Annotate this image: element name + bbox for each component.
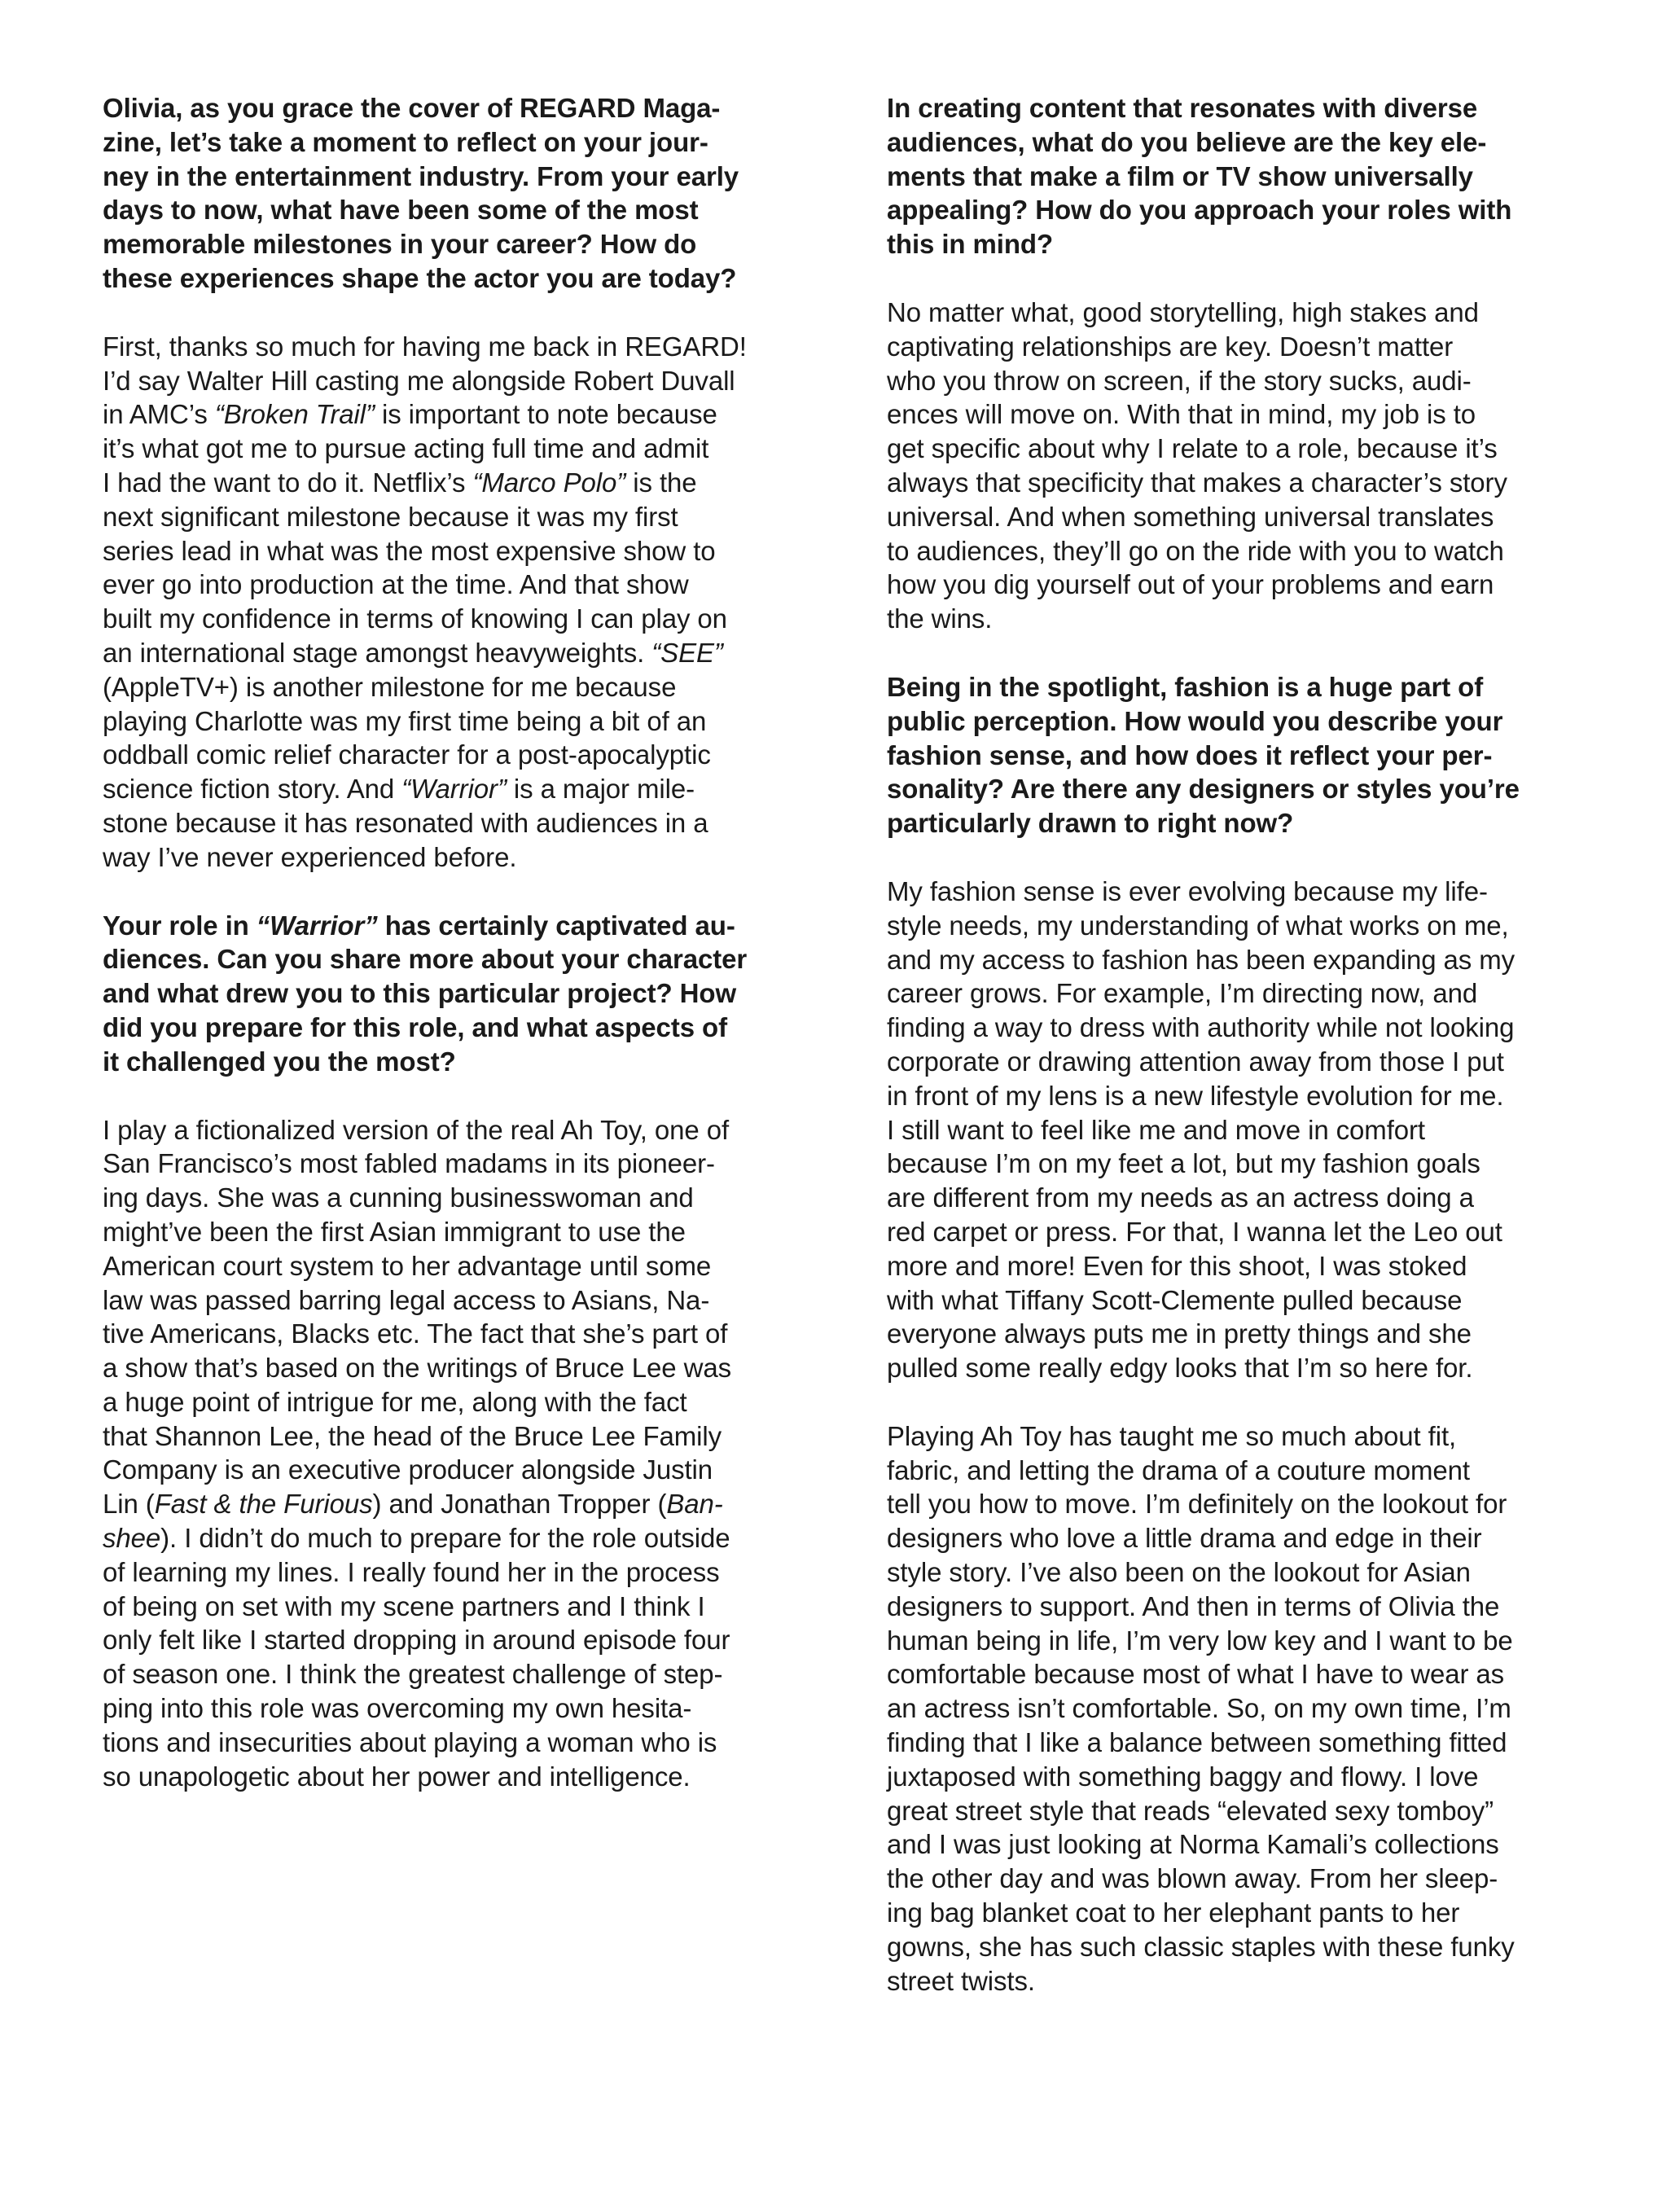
text-line: did you prepare for this role, and what aspects of [103, 1011, 727, 1042]
text-line: street twists. [887, 1965, 1035, 1996]
text-line: might’ve been the first Asian immigrant to use the [103, 1216, 686, 1247]
text-line: fabric, and letting the drama of a couture moment [887, 1454, 1470, 1485]
text-line: built my confidence in terms of knowing I can play on [103, 603, 727, 634]
text-line: juxtaposed with something baggy and flowy. I love [887, 1761, 1479, 1792]
paragraph-gap [887, 1385, 1587, 1419]
text-line: and what drew you to this particular project? How [103, 978, 737, 1009]
text-line: Being in the spotlight, fashion is a huge part of [887, 671, 1484, 702]
paragraph-gap [103, 875, 803, 909]
text-line: human being in life, I’m very low key and I want to be [887, 1625, 1513, 1656]
text-line: particularly drawn to right now? [887, 808, 1294, 839]
text-line: ping into this role was overcoming my own hesita- [103, 1693, 692, 1724]
interview-question [887, 91, 1587, 261]
text-line: these experiences shape the actor you are today? [103, 262, 737, 293]
text-line: of learning my lines. I really found her in the process [103, 1556, 720, 1587]
text-line: ences will move on. With that in mind, my job is to [887, 399, 1476, 430]
text-line: in front of my lens is a new lifestyle evolution for me. [887, 1080, 1504, 1111]
text-line: it challenged you the most? [103, 1046, 456, 1077]
text-line: appealing? How do you approach your roles with [887, 195, 1512, 226]
left-column [103, 91, 803, 1793]
text-line: who you throw on screen, if the story sucks, audi- [887, 365, 1472, 396]
text-line: law was passed barring legal access to Asians, Na- [103, 1284, 710, 1315]
text-line: playing Charlotte was my first time being a bit of an [103, 705, 707, 736]
text-line: universal. And when something universal translates [887, 501, 1494, 532]
text-line: No matter what, good storytelling, high stakes and [887, 296, 1479, 327]
text-line: always that specificity that makes a character’s story [887, 467, 1507, 498]
text-line: how you dig yourself out of your problems and earn [887, 569, 1494, 600]
text-line: I still want to feel like me and move in comfort [887, 1114, 1425, 1145]
text-line: an actress isn’t comfortable. So, on my own time, I’m [887, 1693, 1511, 1724]
text-line: public perception. How would you describe your [887, 705, 1503, 736]
text-line: Your role in “Warrior” has certainly captivated au- [103, 910, 735, 941]
text-line: finding that I like a balance between something fitted [887, 1727, 1507, 1758]
text-line: ing days. She was a cunning businesswoman and [103, 1182, 694, 1213]
text-line: comfortable because most of what I have to wear as [887, 1659, 1505, 1690]
paragraph-gap [103, 296, 803, 330]
text-line: the wins. [887, 603, 993, 634]
text-line: in AMC’s “Broken Trail” is important to note because [103, 399, 717, 430]
text-line: way I’ve never experienced before. [103, 841, 517, 872]
interview-question [103, 91, 803, 296]
text-line: of being on set with my scene partners and I think I [103, 1590, 705, 1621]
text-line: Playing Ah Toy has taught me so much about fit, [887, 1420, 1457, 1451]
text-line: days to now, what have been some of the most [103, 195, 699, 226]
text-line: captivating relationships are key. Doesn’t matter [887, 331, 1454, 362]
interview-question [887, 670, 1587, 840]
text-line: sonality? Are there any designers or styles you’re [887, 774, 1520, 805]
text-line: great street style that reads “elevated sexy tomboy” [887, 1795, 1494, 1826]
text-line: finding a way to dress with authority while not looking [887, 1012, 1515, 1043]
paragraph-gap [887, 636, 1587, 670]
text-line: zine, let’s take a moment to reflect on your jour- [103, 126, 708, 157]
text-line: oddball comic relief character for a post-apocalyptic [103, 739, 711, 770]
text-line: tell you how to move. I’m definitely on the lookout for [887, 1489, 1507, 1520]
text-line: corporate or drawing attention away from those I put [887, 1046, 1504, 1077]
interview-answer [103, 330, 803, 875]
text-line: ments that make a film or TV show universally [887, 160, 1473, 191]
text-line: science fiction story. And “Warrior” is a major mile- [103, 774, 695, 805]
text-line: a huge point of intrigue for me, along with the fact [103, 1386, 687, 1417]
text-line: a show that’s based on the writings of Bruce Lee was [103, 1353, 731, 1384]
text-line: to audiences, they’ll go on the ride with you to watch [887, 535, 1504, 566]
text-line: designers to support. And then in terms of Olivia the [887, 1590, 1500, 1621]
text-line: In creating content that resonates with diverse [887, 93, 1478, 123]
text-line: My fashion sense is ever evolving because my life- [887, 875, 1488, 906]
text-line: only felt like I started dropping in around episode four [103, 1625, 730, 1656]
text-line: and my access to fashion has been expanding as my [887, 944, 1516, 975]
text-line: of season one. I think the greatest challenge of step- [103, 1659, 723, 1690]
text-line: (AppleTV+) is another milestone for me because [103, 671, 677, 702]
text-line: career grows. For example, I’m directing now, and [887, 978, 1478, 1009]
text-line: tive Americans, Blacks etc. The fact that she’s part of [103, 1318, 728, 1349]
text-line: I’d say Walter Hill casting me alongside Robert Duvall [103, 365, 735, 396]
text-line: diences. Can you share more about your character [103, 944, 748, 975]
paragraph-gap [887, 261, 1587, 296]
text-line: designers who love a little drama and edge in their [887, 1523, 1482, 1554]
text-line: ever go into production at the time. And that show [103, 569, 689, 600]
text-line: First, thanks so much for having me back in REGARD! [103, 331, 747, 362]
text-line: pulled some really edgy looks that I’m so here for. [887, 1353, 1473, 1384]
text-line: style story. I’ve also been on the lookout for Asian [887, 1557, 1471, 1588]
text-line: and I was just looking at Norma Kamali’s collections [887, 1829, 1499, 1860]
text-line: more and more! Even for this shoot, I was stoked [887, 1250, 1467, 1281]
text-line: Company is an executive producer alongside Justin [103, 1454, 713, 1485]
text-line: get specific about why I relate to a role, because it’s [887, 433, 1498, 464]
paragraph-gap [103, 1079, 803, 1113]
text-line: are different from my needs as an actress doing a [887, 1182, 1474, 1213]
text-line: stone because it has resonated with audiences in a [103, 807, 708, 838]
right-column [887, 91, 1587, 1998]
text-line: shee). I didn’t do much to prepare for the role outside [103, 1523, 730, 1554]
interview-answer [103, 1113, 803, 1794]
text-line: next significant milestone because it was my first [103, 501, 678, 532]
interview-answer [887, 296, 1587, 636]
text-line: San Francisco’s most fabled madams in its pioneer- [103, 1148, 715, 1179]
text-line: American court system to her advantage until some [103, 1250, 712, 1281]
text-line: with what Tiffany Scott-Clemente pulled because [887, 1284, 1463, 1315]
text-line: series lead in what was the most expensive show to [103, 535, 716, 566]
text-line: everyone always puts me in pretty things and she [887, 1318, 1472, 1349]
text-line: Olivia, as you grace the cover of REGARD Maga- [103, 93, 721, 123]
text-line: Lin (Fast & the Furious) and Jonathan Tropper (Ban- [103, 1489, 723, 1520]
text-line: ney in the entertainment industry. From your early [103, 160, 739, 191]
text-line: tions and insecurities about playing a woman who is [103, 1726, 717, 1757]
paragraph-gap [887, 840, 1587, 875]
text-line: fashion sense, and how does it reflect your per- [887, 739, 1493, 770]
text-line: I had the want to do it. Netflix’s “Marco Polo” is the [103, 467, 697, 498]
text-line: so unapologetic about her power and intelligence. [103, 1761, 691, 1792]
text-line: memorable milestones in your career? How do [103, 229, 697, 260]
text-line: I play a fictionalized version of the real Ah Toy, one of [103, 1114, 730, 1145]
text-line: gowns, she has such classic staples with these funky [887, 1931, 1515, 1962]
text-line: style needs, my understanding of what works on me, [887, 910, 1509, 941]
text-line: red carpet or press. For that, I wanna let the Leo out [887, 1216, 1502, 1247]
text-line: because I’m on my feet a lot, but my fashion goals [887, 1148, 1480, 1179]
text-line: this in mind? [887, 229, 1054, 260]
text-line: the other day and was blown away. From her sleep- [887, 1863, 1498, 1894]
interview-question [103, 909, 803, 1079]
interview-answer [887, 875, 1587, 1385]
interview-answer [887, 1419, 1587, 1998]
text-line: an international stage amongst heavyweights. “SEE” [103, 637, 723, 668]
text-line: it’s what got me to pursue acting full time and admit [103, 433, 709, 464]
text-line: audiences, what do you believe are the key ele- [887, 126, 1487, 157]
text-line: that Shannon Lee, the head of the Bruce Lee Family [103, 1420, 722, 1451]
text-line: ing bag blanket coat to her elephant pants to her [887, 1897, 1460, 1928]
